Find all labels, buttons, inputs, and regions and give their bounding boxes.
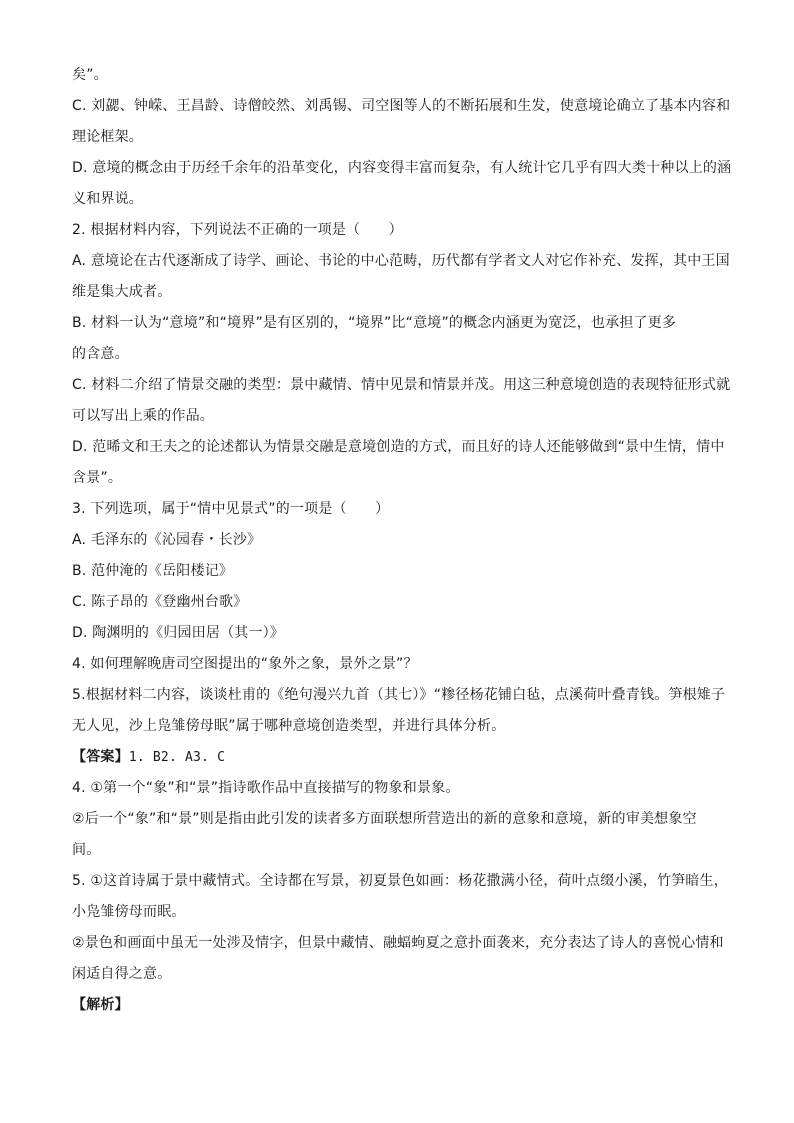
option-c: C. 陈子昂的《登幽州台歌》 xyxy=(72,594,248,610)
text-line: 维是集大成者。 xyxy=(72,284,172,300)
text-line: D. 意境的概念由于历经千余年的沿革变化，内容变得丰富而复杂，有人统计它几乎有四大类十种以上的涵 xyxy=(72,160,732,176)
analysis-line xyxy=(72,990,726,1021)
answer-line xyxy=(72,742,726,773)
question-3: 3. 下列选项，属于“情中见景式”的一项是（ ） xyxy=(72,501,390,517)
answer-text-line: ②后一个“象”和“景”则是指由此引发的读者多方面联想所营造出的新的意象和意境，新的审美想象空 xyxy=(72,811,697,827)
answer-text-line: 小凫雏傍母而眠。 xyxy=(72,904,186,920)
analysis-tag: 【解析】 xyxy=(72,997,129,1013)
text-line: 矣”。 xyxy=(72,67,108,83)
answer-text-line: 5. ①这首诗属于景中藏情式。全诗都在写景，初夏景色如画：杨花撒满小径，荷叶点缀小溪，竹笋暗生， xyxy=(72,873,728,889)
text-line: 义和界说。 xyxy=(72,191,143,207)
question-5: 5.根据材料二内容，谈谈杜甫的《绝句漫兴九首（其七）》“糁径杨花铺白毡，点溪荷叶叠青钱。笋根雉子 xyxy=(72,687,726,703)
question-2: 2. 根据材料内容，下列说法不正确的一项是（ ） xyxy=(72,222,403,238)
text-line: 无人见，沙上凫雏傍母眠”属于哪种意境创造类型，并进行具体分析。 xyxy=(72,718,506,734)
answer-text-line: 4. ①第一个“象”和“景”指诗歌作品中直接描写的物象和景象。 xyxy=(72,780,460,796)
text-line: 理论框架。 xyxy=(72,129,143,145)
option-b: B. 范仲淹的《岳阳楼记》 xyxy=(72,563,234,579)
answer-tag: 【答案】 xyxy=(72,749,129,765)
option-a: A. 毛泽东的《沁园春・长沙》 xyxy=(72,532,262,548)
text-line: C. 刘勰、钟嵘、王昌龄、诗僧皎然、刘禹锡、司空图等人的不断拓展和生发，使意境论确立了基本内容和 xyxy=(72,98,731,114)
answer-text-line: 间。 xyxy=(72,842,101,858)
document-page xyxy=(72,60,732,1021)
text-line: A. 意境论在古代逐渐成了诗学、画论、书论的中心范畴，历代都有学者文人对它作补充、发挥，其中王国 xyxy=(72,253,730,269)
text-line: B. 材料一认为“意境”和“境界”是有区别的，“境界”比“意境”的概念内涵更为宽泛，也承担了更多 xyxy=(72,315,677,331)
question-4: 4. 如何理解晚唐司空图提出的“象外之象，景外之景”？ xyxy=(72,656,418,672)
answer-text-line: 闲适自得之意。 xyxy=(72,966,172,982)
text-line: C. 材料二介绍了情景交融的类型：景中藏情、情中见景和情景并茂。用这三种意境创造的表现特征形式就 xyxy=(72,377,731,393)
text-line: 可以写出上乘的作品。 xyxy=(72,408,214,424)
text-line: 的含意。 xyxy=(72,346,129,362)
text-line: D. 范晞文和王夫之的论述都认为情景交融是意境创造的方式，而且好的诗人还能够做到“景中生情，情中 xyxy=(72,439,725,455)
option-d: D. 陶渊明的《归园田居（其一）》 xyxy=(72,625,285,641)
answer-text: 1. B2. A3. C xyxy=(128,750,226,765)
answer-text-line: ②景色和画面中虽无一处涉及情字，但景中藏情、融蝠蚼夏之意扑面袭来，充分表达了诗人的喜悦心情和 xyxy=(72,935,724,951)
text-line: 含景”。 xyxy=(72,470,123,486)
